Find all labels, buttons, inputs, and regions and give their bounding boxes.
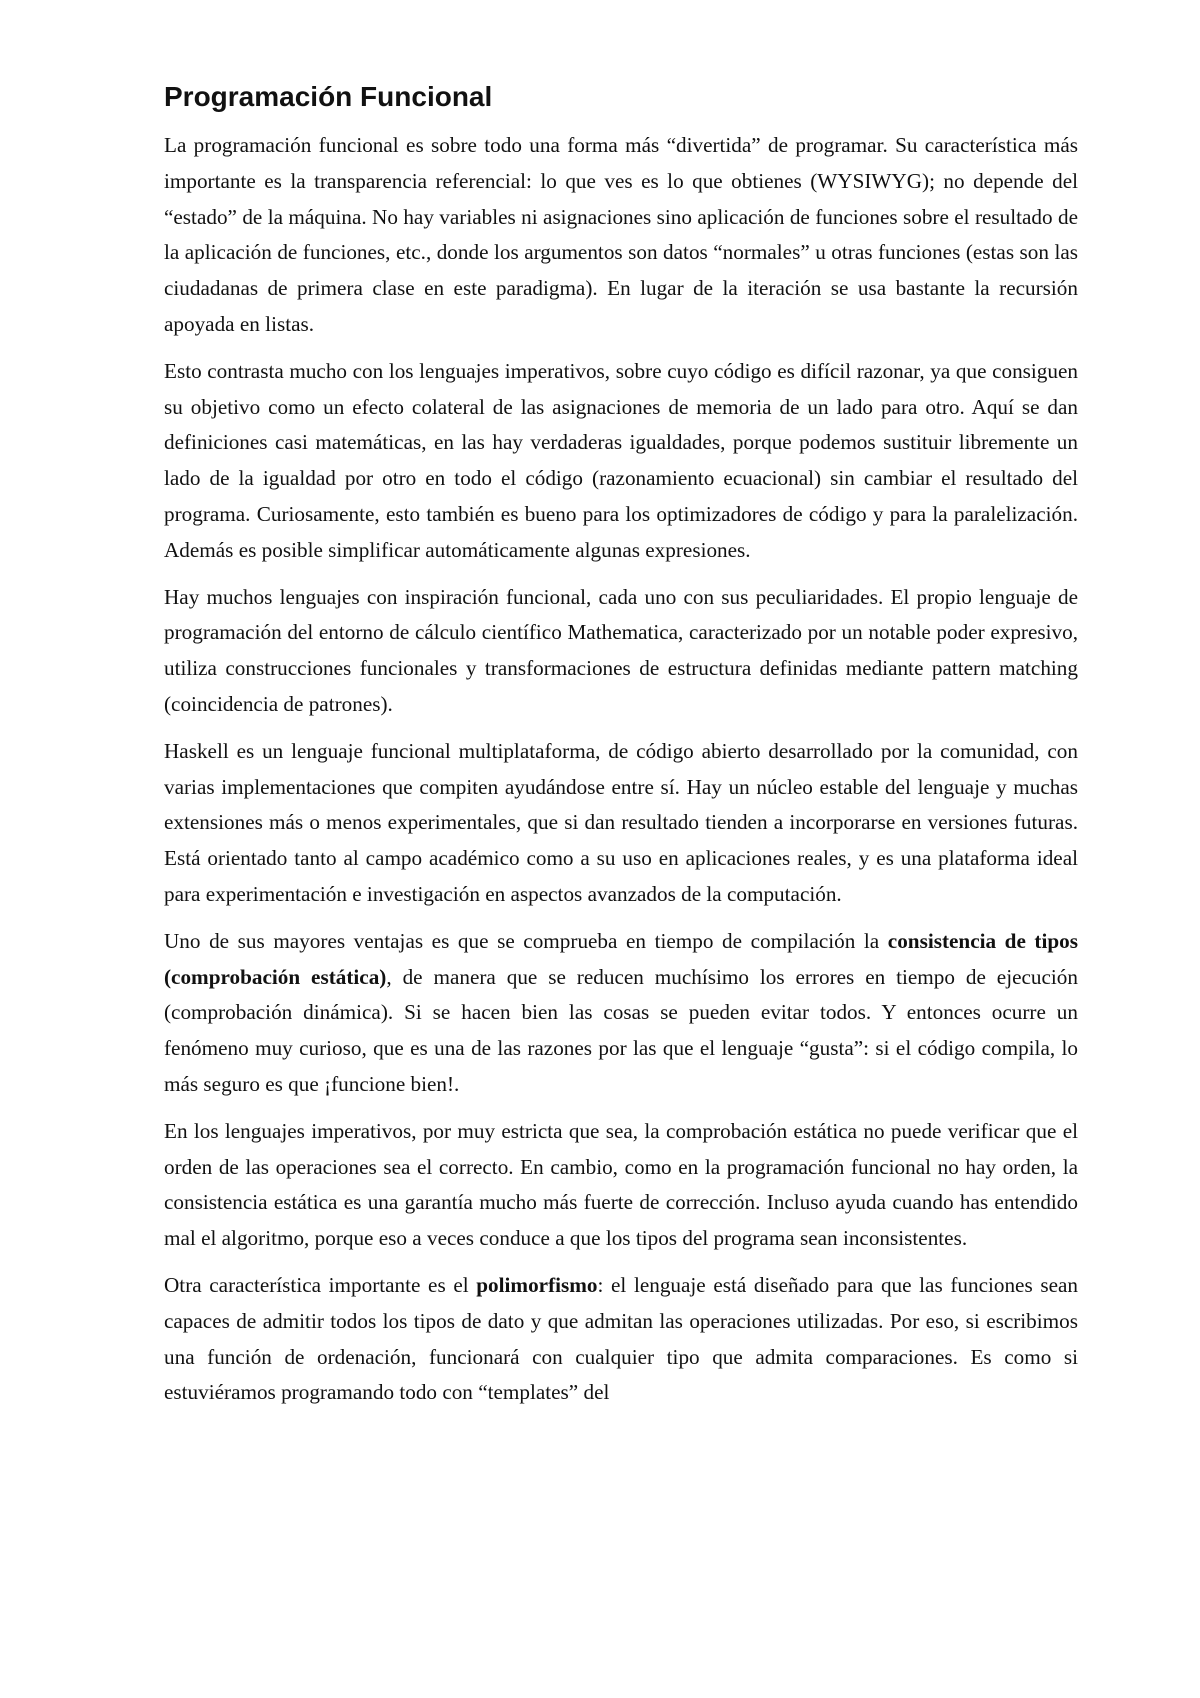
paragraph-text: : el lenguaje está diseñado para que las funciones sean capaces de admitir todos los tipos de dato y que admitan las operaciones utilizadas. Por eso, si escribimos una función de ordenación, funcionará con cualquier tipo que admita comparaciones. Es como si estuviéramos programando todo con “templates” del xyxy=(164,1272,1078,1405)
paragraph-static-checking xyxy=(164,1114,1078,1257)
paragraph-text: La programación funcional es sobre todo una forma más “divertida” de programar. Su característica más importante es la transparencia referencial: lo que ves es lo que obtienes (WYSIWYG); no depende del “estado” de la máquina. No hay variables ni asignaciones sino aplicación de funciones sobre el resultado de la aplicación de funciones, etc., donde los argumentos son datos “normales” u otras funciones (estas son las ciudadanas de primera clase en este paradigma). En lugar de la iteración se usa bastante la recursión apoyada en listas. xyxy=(164,133,1078,336)
paragraph-text: Uno de sus mayores ventajas es que se comprueba en tiempo de compilación la xyxy=(164,928,888,953)
paragraph-imperative-contrast xyxy=(164,354,1078,569)
page-title: Programación Funcional xyxy=(164,81,493,112)
paragraph-text: Haskell es un lenguaje funcional multiplataforma, de código abierto desarrollado por la comunidad, con varias implementaciones que compiten ayudándose entre sí. Hay un núcleo estable del lenguaje y muchas extensiones más o menos experimentales, que si dan resultado tienden a incorporarse en versiones futuras. Está orientado tanto al campo académico como a su uso en aplicaciones reales, y es una plataforma ideal para experimentación e investigación en aspectos avanzados de la computación. xyxy=(164,738,1078,906)
paragraph-text: Esto contrasta mucho con los lenguajes imperativos, sobre cuyo código es difícil razonar, ya que consiguen su objetivo como un efecto colateral de las asignaciones de memoria de un lado para otro. Aquí se dan definiciones casi matemáticas, en las hay verdaderas igualdades, porque podemos sustituir libremente un lado de la igualdad por otro en todo el código (razonamiento ecuacional) sin cambiar el resultado del programa. Curiosamente, esto también es bueno para los optimizadores de código y para la paralelización. Además es posible simplificar automáticamente algunas expresiones. xyxy=(164,358,1078,562)
paragraph-text: Otra característica importante es el xyxy=(164,1272,477,1297)
paragraph-type-consistency xyxy=(164,924,1078,1103)
document-page xyxy=(164,72,1078,1422)
bold-term-type-consistency: consistencia de tipos (comprobación estática) xyxy=(164,928,1078,989)
paragraph-intro xyxy=(164,128,1078,343)
paragraph-polymorphism xyxy=(164,1268,1078,1411)
paragraph-haskell xyxy=(164,734,1078,913)
paragraph-text: Hay muchos lenguajes con inspiración funcional, cada uno con sus peculiaridades. El propio lenguaje de programación del entorno de cálculo científico Mathematica, caracterizado por un notable poder expresivo, utiliza construcciones funcionales y transformaciones de estructura definidas mediante pattern matching (coincidencia de patrones). xyxy=(164,584,1078,716)
bold-term-polymorphism: polimorfismo xyxy=(476,1272,598,1297)
paragraph-text: En los lenguajes imperativos, por muy estricta que sea, la comprobación estática no puede verificar que el orden de las operaciones sea el correcto. En cambio, como en la programación funcional no hay orden, la consistencia estática es una garantía mucho más fuerte de corrección. Incluso ayuda cuando has entendido mal el algoritmo, porque eso a veces conduce a que los tipos del programa sean inconsistentes. xyxy=(164,1118,1078,1251)
paragraph-text: , de manera que se reducen muchísimo los errores en tiempo de ejecución (comprobación dinámica). Si se hacen bien las cosas se pueden evitar todos. Y entonces ocurre un fenómeno muy curioso, que es una de las razones por las que el lenguaje “gusta”: si el código compila, lo más seguro es que ¡funcione bien!. xyxy=(164,964,1078,1096)
paragraph-functional-languages xyxy=(164,580,1078,723)
